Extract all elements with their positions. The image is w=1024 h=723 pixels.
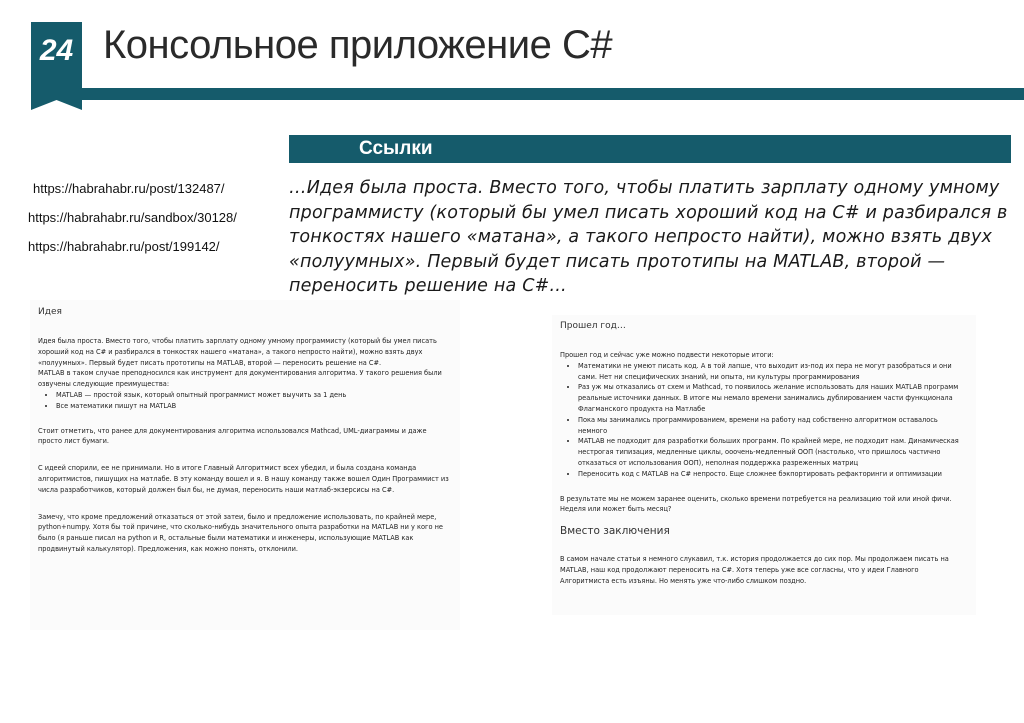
list-item: • MATLAB не подходит для разработки больших программ. По крайней мере, не подходит нам. Динамическая нестрогая типизация, медленные циклы, ооочень-медленный ООП (настолько, что пришлось частично отказаться от использования ООП), неполная поддержка разреженных матриц bbox=[578, 436, 968, 468]
links-heading: Ссылки bbox=[359, 138, 433, 159]
article-heading-year-passed: Прошел год… bbox=[560, 321, 626, 331]
article-paragraph: Прошел год и сейчас уже можно подвести некоторые итоги: bbox=[560, 351, 774, 359]
list-item: • Раз уж мы отказались от схем и Mathcad, то появилось желание использовать для наших MATLAB программ реальные источники данных. В итоге мы немало времени занимались дублированием части функционала Флагманского продукта на Матлабе bbox=[578, 382, 968, 414]
list-item: • Все математики пишут на MATLAB bbox=[56, 401, 452, 412]
list-item: • Пока мы занимались программированием, времени на работу над собственно алгоритмом оставалось немного bbox=[578, 415, 968, 437]
article-bullet-list bbox=[38, 390, 452, 412]
title-underline bbox=[82, 88, 1024, 100]
page-title: Консольное приложение C# bbox=[103, 23, 613, 67]
slide-number-badge bbox=[31, 22, 82, 110]
link-habrahabr-post-132487[interactable]: https://habrahabr.ru/post/132487/ bbox=[33, 181, 225, 196]
slide-number: 24 bbox=[39, 34, 74, 67]
article-paragraph: Стоит отметить, что ранее для документирования алгоритма использовался Mathcad, UML-диаграммы и даже просто лист бумаги. bbox=[38, 426, 427, 446]
article-paragraph: Замечу, что кроме предложений отказаться от этой затеи, было и предложение использовать, по крайней мере, python+numpy. Хотя бы той причине, что сколько-нибудь значительного опыта разработки на MATLAB ни у кого не было (я раньше писал на python и R, остальные были математики и инженеры, использующие MATLAB как продвинутый калькулятор). Предложения, как можно понять, отклонили. bbox=[38, 512, 443, 553]
article-paragraph: MATLAB в таком случае преподносился как инструмент для документирования алгоритма. У такого решения были озвучены следующие преимущества: bbox=[38, 369, 442, 389]
links-heading-bar bbox=[289, 135, 1011, 163]
article-paragraph: В самом начале статьи я немного слукавил, т.к. история продолжается до сих пор. Мы продолжаем писать на MATLAB, наш код продолжают переносить на C#. Хотя теперь уже все согласны, что у идеи Главного Алгоритмиста есть изъяны. Но менять уже что-либо слишком поздно. bbox=[560, 555, 949, 585]
article-bullet-list bbox=[560, 361, 968, 480]
article-heading-conclusion: Вместо заключения bbox=[560, 525, 670, 538]
list-item: • Математики не умеют писать код. А в той лапше, что выходит из-под их пера не могут разобраться и они сами. Нет ни специфических знаний, ни опыта, ни культуры программирования bbox=[578, 361, 968, 383]
article-paragraph: В результате мы не можем заранее оценить, сколько времени потребуется на реализацию той или иной фичи. Неделя или может быть месяц? bbox=[560, 494, 952, 514]
quote-text: …Идея была проста. Вместо того, чтобы платить зарплату одному умному программисту (который бы умел писать хороший код на C# и разбирался в тонкостях нашего «матана», а такого непросто найти), можно взять двух «полуумных». Первый будет писать прототипы на MATLAB, второй — переносить решение на C#... bbox=[289, 178, 1008, 296]
article-heading-idea: Идея bbox=[38, 307, 62, 317]
list-item: • Переносить код с MATLAB на C# непросто. Еще сложнее бэкпортировать рефакторинги и оптимизации bbox=[578, 469, 968, 480]
link-habrahabr-sandbox-30128[interactable]: https://habrahabr.ru/sandbox/30128/ bbox=[28, 210, 237, 225]
article-screenshot-year-passed bbox=[552, 315, 976, 615]
article-paragraph: С идеей спорили, ее не принимали. Но в итоге Главный Алгоритмист всех убедил, и была создана команда алгоритмистов, пишущих на матлабе. В эту команду вошел и я. В нашу команду также вошел Один Программист из числа разработчиков, который должен был бы, не думая, переносить наши матлаб-экзерсисы на C#. bbox=[38, 464, 449, 494]
list-item: • MATLAB — простой язык, который опытный программист может выучить за 1 день bbox=[56, 390, 452, 401]
article-paragraph: Идея была проста. Вместо того, чтобы платить зарплату одному умному программисту (который бы умел писать хороший код на C# и разбирался в тонкостях нашего «матана», а такого непросто найти), можно взять двух «полуумных». Первый будет писать прототипы на MATLAB, второй — переносить решение на C#. bbox=[38, 337, 437, 367]
article-screenshot-idea bbox=[30, 300, 460, 630]
link-habrahabr-post-199142[interactable]: https://habrahabr.ru/post/199142/ bbox=[28, 239, 220, 254]
